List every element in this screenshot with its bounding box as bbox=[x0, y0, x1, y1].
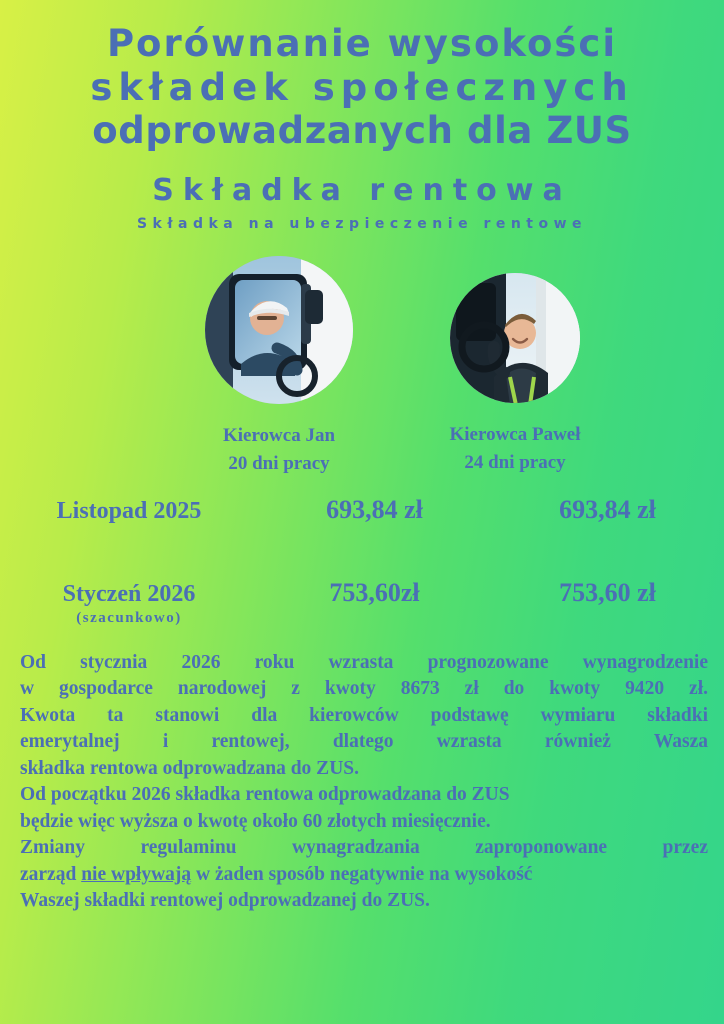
paragraph-1-line-1: Od stycznia 2026 roku wzrasta prognozowane wynagrodzenie bbox=[20, 651, 708, 673]
driver-photo-jan bbox=[205, 256, 353, 404]
driver-card-jan bbox=[195, 256, 363, 477]
driver-days-jan: 20 dni pracy bbox=[228, 452, 330, 474]
row-value-jan-november: 693,84 zł bbox=[326, 495, 423, 525]
page-title-line-2: składek społecznych bbox=[90, 65, 634, 109]
page-title-line-1: Porównanie wysokości bbox=[106, 22, 618, 65]
paragraph-3-prefix: zarząd bbox=[20, 863, 82, 885]
table-row bbox=[0, 495, 724, 526]
paragraph-1-line-2: w gospodarce narodowej z kwoty 8673 zł do kwoty 9420 zł. bbox=[20, 678, 708, 700]
drivers-row bbox=[0, 256, 724, 477]
table-row bbox=[0, 578, 724, 628]
paragraph-3-line-2 bbox=[20, 862, 708, 889]
paragraph-3-suffix: w żaden sposób negatywnie na wysokość bbox=[191, 863, 533, 885]
paragraph-1 bbox=[20, 650, 708, 783]
paragraph-1-line-5: składka rentowa odprowadzana do ZUS. bbox=[20, 757, 359, 779]
row-label-november: Listopad 2025 bbox=[56, 498, 202, 525]
driver-photo-pawel bbox=[450, 273, 580, 403]
paragraph-2-line-2: będzie więc wyższa o kwotę około 60 złotych miesięcznie. bbox=[20, 810, 491, 832]
page-subsubtitle: Składka na ubezpieczenie rentowe bbox=[136, 215, 588, 232]
paragraph-3-line-3: Waszej składki rentowej odprowadzanej do ZUS. bbox=[20, 890, 430, 912]
paragraph-1-line-4: emerytalnej i rentowej, dlatego wzrasta również Wasza bbox=[20, 731, 708, 753]
page-title-line-3: odprowadzanych dla ZUS bbox=[92, 109, 632, 153]
paragraph-1-line-3: Kwota ta stanowi dla kierowców podstawę wymiaru składki bbox=[20, 704, 708, 726]
row-value-pawel-november: 693,84 zł bbox=[559, 495, 656, 525]
paragraph-2 bbox=[20, 782, 708, 835]
page-subtitle: Składka rentowa bbox=[152, 172, 572, 208]
driver-name-jan: Kierowca Jan bbox=[222, 424, 336, 446]
row-label-january-text: Styczeń 2026 bbox=[62, 580, 196, 607]
row-value-jan-january: 753,60zł bbox=[329, 577, 420, 607]
driver-card-pawel bbox=[431, 256, 599, 476]
paragraph-3 bbox=[20, 835, 708, 915]
driver-name-pawel: Kierowca Paweł bbox=[449, 423, 581, 445]
comparison-table bbox=[0, 495, 724, 627]
body-text bbox=[0, 650, 724, 915]
paragraph-3-line-1: Zmiany regulaminu wynagradzania zaproponowane przez bbox=[20, 837, 708, 859]
row-value-pawel-january: 753,60 zł bbox=[559, 577, 656, 607]
paragraph-3-underlined: nie wpływają bbox=[81, 863, 192, 885]
driver-days-pawel: 24 dni pracy bbox=[464, 451, 566, 473]
row-label-january bbox=[0, 581, 258, 628]
paragraph-2-line-1: Od początku 2026 składka rentowa odprowadzana do ZUS bbox=[20, 784, 510, 806]
poster-header bbox=[0, 0, 724, 232]
row-label-january-note: (szacunkowo) bbox=[76, 610, 182, 627]
